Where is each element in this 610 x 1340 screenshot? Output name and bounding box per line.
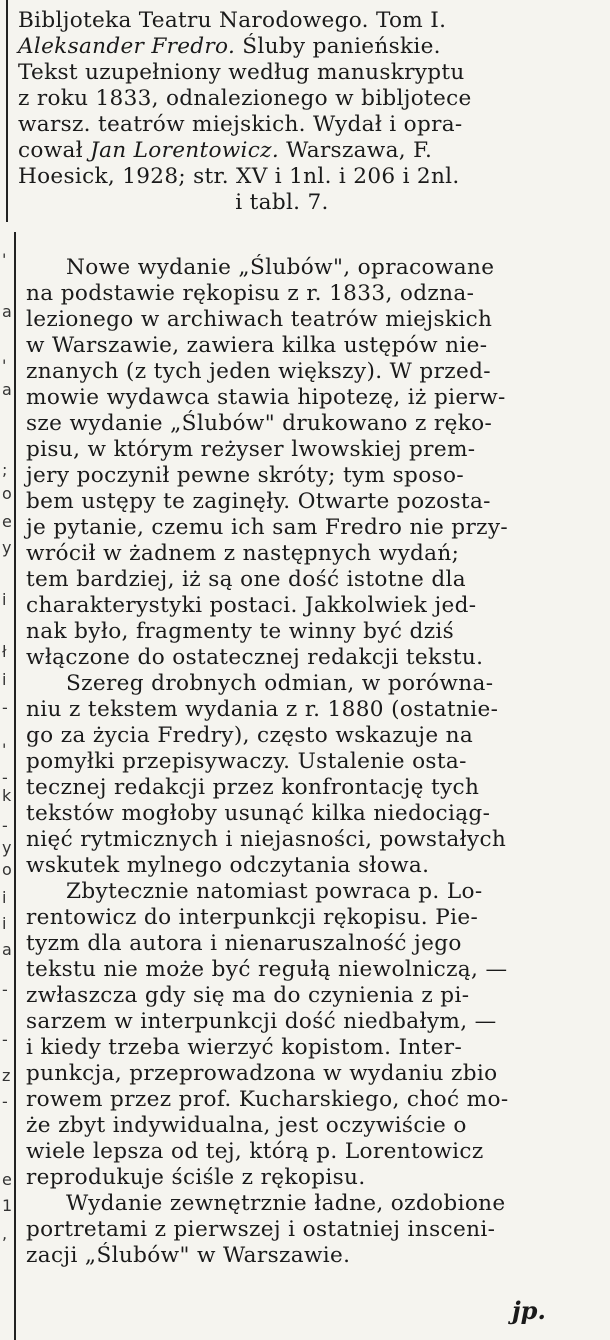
margin-fragment: i bbox=[2, 670, 7, 689]
paragraph-line: tekstu nie może być regułą niewolniczą, — bbox=[26, 957, 508, 982]
margin-fragment: , bbox=[2, 1224, 8, 1243]
header-line-part: Warszawa, F. bbox=[278, 138, 433, 163]
paragraph-line: sarzem w interpunkcji dość niedbałym, — bbox=[26, 1009, 497, 1034]
margin-fragment: ' bbox=[2, 740, 7, 759]
paragraph-line: na podstawie rękopisu z r. 1833, odzna- bbox=[26, 281, 475, 306]
header-line-part: cował bbox=[18, 138, 91, 163]
paragraph-line: tecznej redakcji przez konfrontację tych bbox=[26, 775, 480, 800]
margin-fragment: a bbox=[2, 302, 12, 321]
header-line: i tabl. 7. bbox=[235, 190, 329, 215]
margin-fragment: e bbox=[2, 512, 12, 531]
paragraph-line: wiele lepsza od tej, którą p. Lorentowicz bbox=[26, 1139, 484, 1164]
reviewer-signature: jp. bbox=[512, 1296, 546, 1325]
paragraph-line: zacji „Ślubów" w Warszawie. bbox=[26, 1243, 351, 1268]
paragraph-line: wrócił w żadnem z następnych wydań; bbox=[26, 541, 460, 566]
paragraph-line: jery poczynił pewne skróty; tym sposo- bbox=[26, 463, 464, 488]
margin-fragment: - bbox=[2, 1092, 8, 1111]
margin-fragment: - bbox=[2, 1030, 8, 1049]
margin-fragment: y bbox=[2, 838, 12, 857]
paragraph-line: nięć rytmicznych i niejasności, powstałych bbox=[26, 827, 507, 852]
review-body bbox=[26, 255, 546, 1269]
left-column-rule bbox=[14, 232, 16, 1340]
margin-fragment: ł bbox=[2, 642, 7, 661]
left-margin-fragments bbox=[0, 240, 14, 1340]
margin-fragment: - bbox=[2, 816, 8, 835]
paragraph-line: je pytanie, czemu ich sam Fredro nie przy- bbox=[26, 515, 509, 540]
margin-fragment: ' bbox=[2, 356, 7, 375]
paragraph-line: że zbyt indywidualna, jest oczywiście o bbox=[26, 1113, 467, 1138]
paragraph-line: w Warszawie, zawiera kilka ustępów nie- bbox=[26, 333, 488, 358]
paragraph-line: Nowe wydanie „Ślubów", opracowane bbox=[66, 255, 495, 280]
header-line: Bibljoteka Teatru Narodowego. Tom I. bbox=[18, 8, 447, 33]
paragraph-line: punkcja, przeprowadzona w wydaniu zbio bbox=[26, 1061, 498, 1086]
header-line bbox=[18, 138, 546, 164]
margin-fragment: i bbox=[2, 888, 7, 907]
margin-fragment: o bbox=[2, 860, 12, 879]
paragraph-line: portretami z pierwszej i ostatniej insceni- bbox=[26, 1217, 496, 1242]
paragraph-line: sze wydanie „Ślubów" drukowano z ręko- bbox=[26, 411, 493, 436]
paragraph-line: Wydanie zewnętrznie ładne, ozdobione bbox=[66, 1191, 506, 1216]
editor-name: Jan Lorentowicz. bbox=[90, 138, 279, 163]
left-column-rule-top bbox=[6, 0, 8, 222]
paragraph-line: tem bardziej, iż są one dość istotne dla bbox=[26, 567, 467, 592]
margin-fragment: y bbox=[2, 538, 12, 557]
paragraph-line: lezione⁠go w archiwach teatrów miejskich bbox=[26, 307, 493, 332]
paragraph-line: tyzm dla autora i nienaruszalność jego bbox=[26, 931, 462, 956]
paragraph-line: reprodukuje ściśle z rękopisu. bbox=[26, 1165, 366, 1190]
header-line: warsz. teatrów miejskich. Wydał i opra- bbox=[18, 112, 463, 137]
margin-fragment: z bbox=[2, 1066, 11, 1085]
paragraph-line: mowie wydawca stawia hipotezę, iż pierw- bbox=[26, 385, 506, 410]
margin-fragment: o bbox=[2, 484, 12, 503]
header-line bbox=[18, 34, 546, 60]
header-line-rest: Śluby panieńskie. bbox=[235, 34, 441, 59]
margin-fragment: a bbox=[2, 380, 12, 399]
margin-fragment: i bbox=[2, 914, 7, 933]
margin-fragment: - bbox=[2, 980, 8, 999]
paragraph-line: i kiedy trzeba wierzyć kopistom. Inter- bbox=[26, 1035, 463, 1060]
paragraph-line: znanych (z tych jeden większy). W przed- bbox=[26, 359, 491, 384]
paragraph-line: niu z tekstem wydania z r. 1880 (ostatnie- bbox=[26, 697, 499, 722]
paragraph-line: Zbytecznie natomiast powraca p. Lo- bbox=[66, 879, 483, 904]
paragraph-line: nak było, fragmenty te winny być dziś bbox=[26, 619, 455, 644]
paragraph-line: pomyłki przepisywaczy. Ustalenie osta- bbox=[26, 749, 467, 774]
header-line: Tekst uzupełniony według manuskryptu bbox=[18, 60, 465, 85]
header-line: Hoesick, 1928; str. XV i 1nl. i 206 i 2nl. bbox=[18, 164, 460, 189]
margin-fragment: e bbox=[2, 1170, 12, 1189]
author-name: Aleksander Fredro. bbox=[18, 34, 236, 59]
margin-fragment: - bbox=[2, 768, 8, 787]
bibliographic-header bbox=[18, 8, 546, 216]
margin-fragment: - bbox=[2, 698, 8, 717]
margin-fragment: ' bbox=[2, 250, 7, 269]
paragraph-line: rentowicz do interpunkcji rękopisu. Pie- bbox=[26, 905, 479, 930]
paragraph-line: go za życia Fredry), często wskazuje na bbox=[26, 723, 474, 748]
paragraph-line: pisu, w którym reżyser lwowskiej prem- bbox=[26, 437, 476, 462]
margin-fragment: ; bbox=[2, 460, 8, 479]
margin-fragment: k bbox=[2, 786, 12, 805]
margin-fragment: 1 bbox=[2, 1196, 13, 1215]
paragraph-line: Szereg drobnych odmian, w porównа- bbox=[66, 671, 494, 696]
margin-fragment: i bbox=[2, 590, 7, 609]
paragraph-line: wskutek mylnego odczytania słowa. bbox=[26, 853, 430, 878]
paragraph-line: tekstów mogłoby usunąć kilka niedociąg- bbox=[26, 801, 491, 826]
paragraph-line: charakterystyki postaci. Jakkolwiek jed- bbox=[26, 593, 477, 618]
paragraph-line: włączone do ostatecznej redakcji tekstu. bbox=[26, 645, 484, 670]
paragraph-line: rowem przez prof. Kucharskiego, choć mo- bbox=[26, 1087, 509, 1112]
paragraph-line: bem ustępy te zaginęły. Otwarte pozosta- bbox=[26, 489, 491, 514]
header-line: z roku 1833, odnalezionego w bibljotece bbox=[18, 86, 472, 111]
paragraph-line: zwłaszcza gdy się ma do czynienia z pi- bbox=[26, 983, 470, 1008]
margin-fragment: a bbox=[2, 940, 12, 959]
